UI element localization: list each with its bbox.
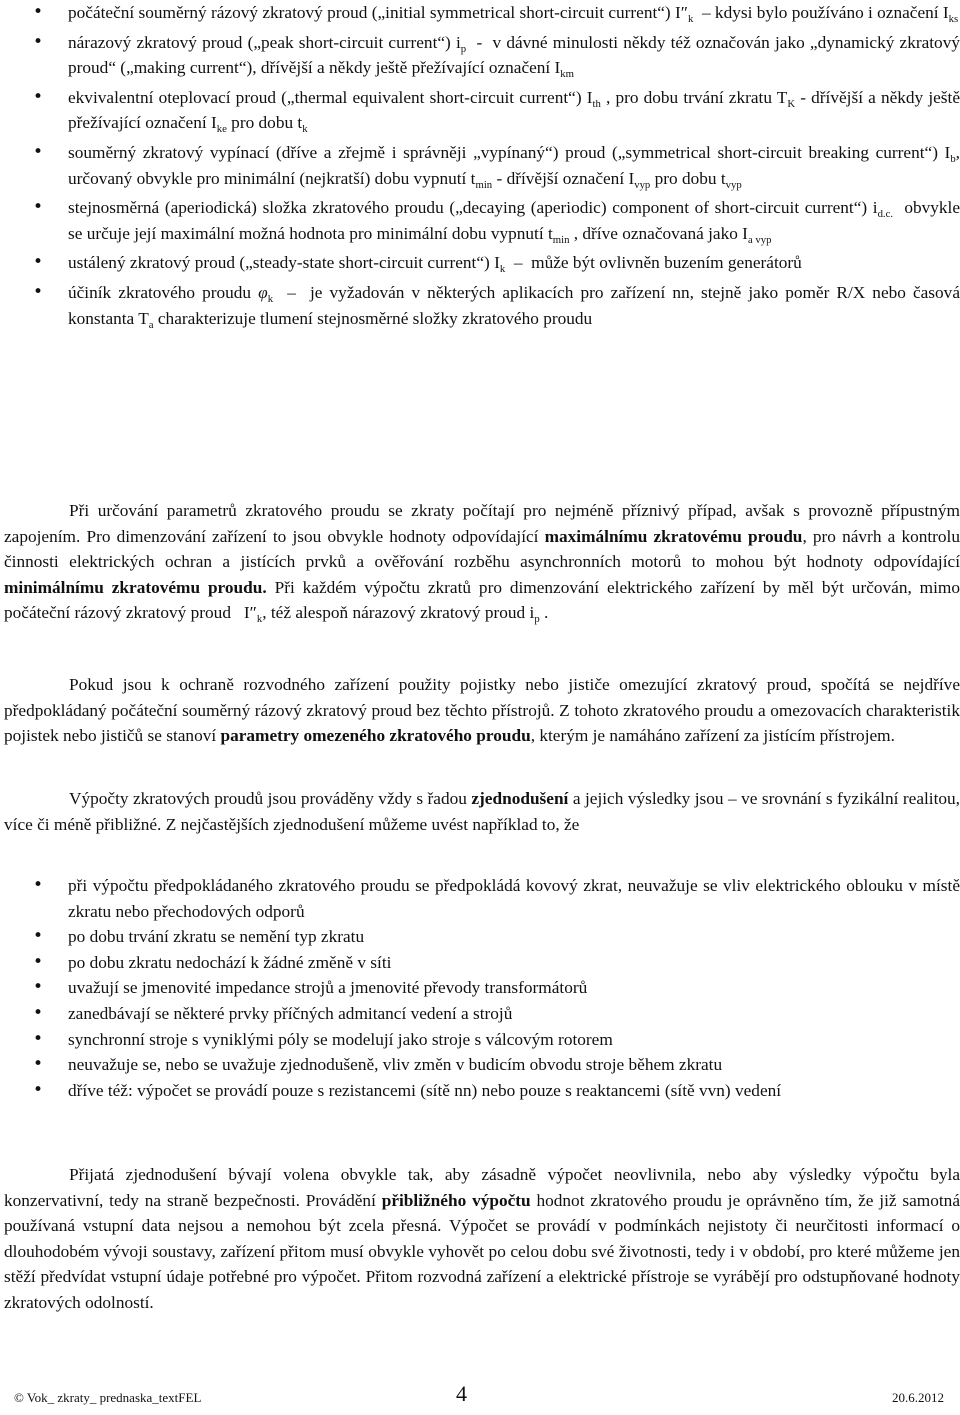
list-item: • po dobu zkratu nedochází k žádné změně v síti: [0, 950, 960, 976]
list-item: • nárazový zkratový proud („peak short-circuit current“) $i_p$ - v dávné minulosti někdy též označován jako „dynamický zkratový proud“ („making current“), dřívější a někdy ještě přežívající označení $I_{km}$: [0, 30, 960, 81]
list-item: • počáteční souměrný rázový zkratový proud („initial symmetrical short-circuit current“) $I''_k$ – kdysi bylo používáno i označení $I_{ks}$: [0, 0, 960, 26]
list-item: • souměrný zkratový vypínací (dříve a zřejmě i správněji „vypínaný“) proud („symmetrical short-circuit breaking current“) $I_b$, určovaný obvykle pro minimální (nejkratší) dobu vypnutí $t_{min}$ - dřívější označení $I_{vyp}$ pro dobu $t_{vyp}$: [0, 140, 960, 191]
list-item: • uvažují se jmenovité impedance strojů a jmenovité převody transformátorů: [0, 975, 960, 1001]
list-item: • ustálený zkratový proud („steady-state short-circuit current“) $I_k$ – může být ovlivněn buzením generátorů: [0, 250, 960, 276]
list-item: • dříve též: výpočet se provádí pouze s rezistancemi (sítě nn) nebo pouze s reaktancemi (sítě vvn) vedení: [0, 1078, 960, 1104]
paragraph-fuses: Pokud jsou k ochraně rozvodného zařízení použity pojistky nebo jističe omezující zkratový proud, spočítá se nejdříve předpokládaný počáteční souměrný rázový zkratový proud bez těchto přístrojů. Z tohoto zkratového proudu a omezovacích charakteristik pojistek nebo jističů se stanoví parametry omezeného zkratového proudu, kterým je namáháno zařízení za jistícím přístrojem.: [4, 675, 960, 746]
simplifications-list: [0, 873, 960, 1103]
page-number: 4: [456, 1381, 467, 1406]
list-item: • při výpočtu předpokládaného zkratového proudu se předpokládá kovový zkrat, neuvažuje se vliv elektrického oblouku v místě zkratu nebo přechodových odporů: [0, 873, 960, 924]
footer-document-name: © Vok_ zkraty_ prednaska_textFEL: [14, 1390, 202, 1405]
list-item: • zanedbávají se některé prvky příčných admitancí vedení a strojů: [0, 1001, 960, 1027]
list-item: • ekvivalentní oteplovací proud („thermal equivalent short-circuit current“) $I_{th}$ , pro dobu trvání zkratu $T_K$ - dřívější a někdy ještě přežívající označení $I_{ke}$ pro dobu $t_k$: [0, 85, 960, 136]
definitions-list: [0, 0, 960, 331]
paragraph-conclusion: Přijatá zjednodušení bývají volena obvykle tak, aby zásadně výpočet neovlivnila, nebo aby výsledky výpočtu byla konzervativní, tedy na straně bezpečnosti. Provádění přibližného výpočtu hodnot zkratového proudu je oprávněno tím, že již samotná používaná vstupní data nejsou a nemohou být zcela přesná. Výpočet se provádí v podmínkách nejistoty či neurčitosti informací o dlouhodobém vývoji soustavy, zařízení přitom musí obvykle vyhovět po celou dobu své životnosti, tedy i v období, pro které můžeme jen stěží předvídat vstupní údaje potřebné pro výpočet. Přitom rozvodná zařízení a elektrické přístroje se vyrábějí pro odstupňované hodnoty zkratových odolností.: [4, 1165, 960, 1312]
list-item: • synchronní stroje s vyniklými póly se modelují jako stroje s válcovým rotorem: [0, 1027, 960, 1053]
list-item: • stejnosměrná (aperiodická) složka zkratového proudu („decaying (aperiodic) component of short-circuit current“) $i_{d.c.}$ obvykle se určuje její maximální možná hodnota pro minimální dobu vypnutí $t_{min}$ , dříve označovaná jako $I_{a vyp}$: [0, 195, 960, 246]
list-item: • účiník zkratového proudu $\varphi_k$ – je vyžadován v některých aplikacích pro zařízení nn, stejně jako poměr R/X nebo časová konstanta $T_a$ charakterizuje tlumení stejnosměrné složky zkratového proudu: [0, 280, 960, 331]
page-footer: [0, 1381, 960, 1410]
list-item: • po dobu trvání zkratu se nemění typ zkratu: [0, 924, 960, 950]
footer-date: 20.6.2012: [892, 1390, 944, 1405]
list-item: • neuvažuje se, nebo se uvažuje zjednodušeně, vliv změn v budicím obvodu stroje během zkratu: [0, 1052, 960, 1078]
paragraph-simplifications: Výpočty zkratových proudů jsou prováděny vždy s řadou zjednodušení a jejich výsledky jsou – ve srovnání s fyzikální realitou, více či méně přibližné. Z nejčastějších zjednodušení můžeme uvést například to, že: [4, 789, 960, 834]
paragraph-parameters: Při určování parametrů zkratového proudu se zkraty počítají pro nejméně příznivý případ, avšak s provozně přípustným zapojením. Pro dimenzování zařízení to jsou obvykle hodnoty odpovídající maximálnímu zkratovému proudu, pro návrh a kontrolu činnosti elektrických ochran a jistících prvků a ověřování rozběhu asynchronních motorů to mohou být hodnoty odpovídající minimálnímu zkratovému proudu. Při každém výpočtu zkratů pro dimenzování elektrického zařízení by měl být určován, mimo počáteční rázový zkratový proud $I''_k$, též alespoň nárazový zkratový proud $i_p$ .: [4, 501, 960, 626]
